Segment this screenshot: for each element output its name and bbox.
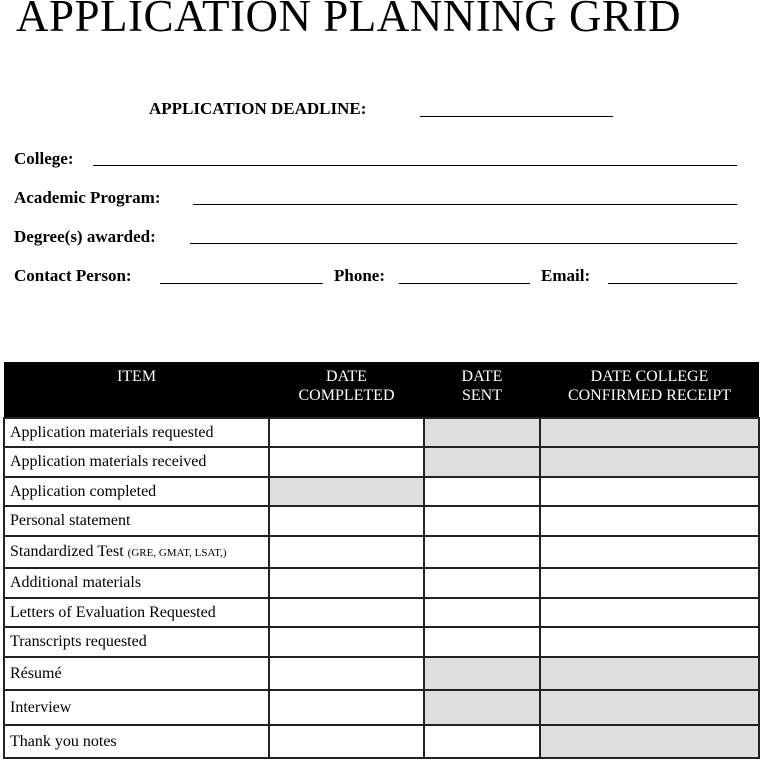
program-label: Academic Program: xyxy=(14,188,161,207)
item-label: Application materials received xyxy=(10,453,207,470)
header-text: ITEM xyxy=(116,368,157,385)
item-label: Thank you notes xyxy=(10,732,117,750)
date-cell-date-completed[interactable] xyxy=(269,568,424,598)
date-cell-date-confirmed[interactable] xyxy=(540,477,759,506)
item-label: Standardized Test xyxy=(10,543,124,560)
item-label: Transcripts requested xyxy=(10,633,147,650)
table-row xyxy=(4,568,759,598)
item-cell xyxy=(4,568,269,598)
degree-field[interactable] xyxy=(190,243,737,244)
item-label: Application materials requested xyxy=(10,423,214,441)
table-row xyxy=(4,598,759,627)
table-row xyxy=(4,477,759,506)
item-cell xyxy=(4,598,269,627)
date-cell-date-confirmed[interactable] xyxy=(540,536,759,568)
date-cell-date-completed[interactable] xyxy=(269,725,424,758)
item-label: Additional materials xyxy=(10,574,142,591)
item-cell xyxy=(4,725,269,758)
date-cell-date-sent[interactable] xyxy=(424,477,540,506)
item-label: Interview xyxy=(10,698,72,716)
item-cell xyxy=(4,627,269,657)
date-cell-date-completed[interactable] xyxy=(269,598,424,627)
date-cell-date-sent[interactable] xyxy=(424,627,540,657)
date-cell-date-sent[interactable] xyxy=(424,598,540,627)
date-cell-date-sent xyxy=(424,690,540,725)
date-cell-date-confirmed[interactable] xyxy=(540,506,759,536)
item-cell xyxy=(4,506,269,536)
date-cell-date-completed[interactable] xyxy=(269,506,424,536)
planning-grid xyxy=(3,362,760,759)
item-cell xyxy=(4,418,269,447)
contact-label: Contact Person: xyxy=(14,266,132,285)
phone-field[interactable] xyxy=(399,283,530,284)
phone-label: Phone: xyxy=(334,266,385,285)
degree-label: Degree(s) awarded: xyxy=(14,227,156,246)
item-cell xyxy=(4,536,269,568)
item-cell xyxy=(4,447,269,477)
table-row xyxy=(4,418,759,447)
table-row xyxy=(4,447,759,477)
date-cell-date-completed[interactable] xyxy=(269,418,424,447)
header-text: DATE COLLEGE xyxy=(590,368,709,385)
date-cell-date-sent[interactable] xyxy=(424,506,540,536)
table-row xyxy=(4,627,759,657)
date-cell-date-confirmed[interactable] xyxy=(540,627,759,657)
date-cell-date-sent[interactable] xyxy=(424,725,540,758)
column-header-item xyxy=(4,362,269,418)
date-cell-date-confirmed xyxy=(540,418,759,447)
item-label: Personal statement xyxy=(10,512,131,529)
date-cell-date-sent xyxy=(424,657,540,690)
item-label: Résumé xyxy=(10,664,62,682)
header-text: DATE xyxy=(326,368,367,385)
date-cell-date-completed[interactable] xyxy=(269,690,424,725)
item-cell xyxy=(4,657,269,690)
table-row xyxy=(4,690,759,725)
item-label: Letters of Evaluation Requested xyxy=(10,603,216,621)
table-row xyxy=(4,725,759,758)
item-cell xyxy=(4,477,269,506)
date-cell-date-confirmed[interactable] xyxy=(540,568,759,598)
date-cell-date-completed xyxy=(269,477,424,506)
contact-field[interactable] xyxy=(160,283,323,284)
date-cell-date-confirmed xyxy=(540,725,759,758)
table-row xyxy=(4,506,759,536)
date-cell-date-completed[interactable] xyxy=(269,536,424,568)
column-header-date-completed xyxy=(269,362,424,418)
item-note: (GRE, GMAT, LSAT,) xyxy=(127,547,227,559)
item-cell xyxy=(4,690,269,725)
page-title: APPLICATION PLANNING GRID xyxy=(16,0,681,41)
deadline-field[interactable] xyxy=(420,116,613,117)
header-text: SENT xyxy=(462,387,502,404)
date-cell-date-completed[interactable] xyxy=(269,627,424,657)
date-cell-date-confirmed xyxy=(540,657,759,690)
email-label: Email: xyxy=(541,266,591,285)
date-cell-date-sent[interactable] xyxy=(424,536,540,568)
header-text: DATE xyxy=(461,368,503,385)
deadline-label: APPLICATION DEADLINE: xyxy=(149,99,367,118)
date-cell-date-sent xyxy=(424,447,540,477)
header-text: CONFIRMED RECEIPT xyxy=(567,387,732,404)
date-cell-date-confirmed xyxy=(540,690,759,725)
date-cell-date-sent[interactable] xyxy=(424,568,540,598)
date-cell-date-completed[interactable] xyxy=(269,447,424,477)
email-field[interactable] xyxy=(608,283,737,284)
date-cell-date-confirmed[interactable] xyxy=(540,598,759,627)
item-label: Application completed xyxy=(10,482,157,500)
date-cell-date-sent xyxy=(424,418,540,447)
table-row xyxy=(4,536,759,568)
college-field[interactable] xyxy=(93,165,737,166)
header-text: COMPLETED xyxy=(298,387,395,404)
college-label: College: xyxy=(14,149,74,168)
program-field[interactable] xyxy=(193,204,737,205)
date-cell-date-confirmed xyxy=(540,447,759,477)
column-header-date-sent xyxy=(424,362,540,418)
date-cell-date-completed[interactable] xyxy=(269,657,424,690)
column-header-date-confirmed xyxy=(540,362,759,418)
table-row xyxy=(4,657,759,690)
